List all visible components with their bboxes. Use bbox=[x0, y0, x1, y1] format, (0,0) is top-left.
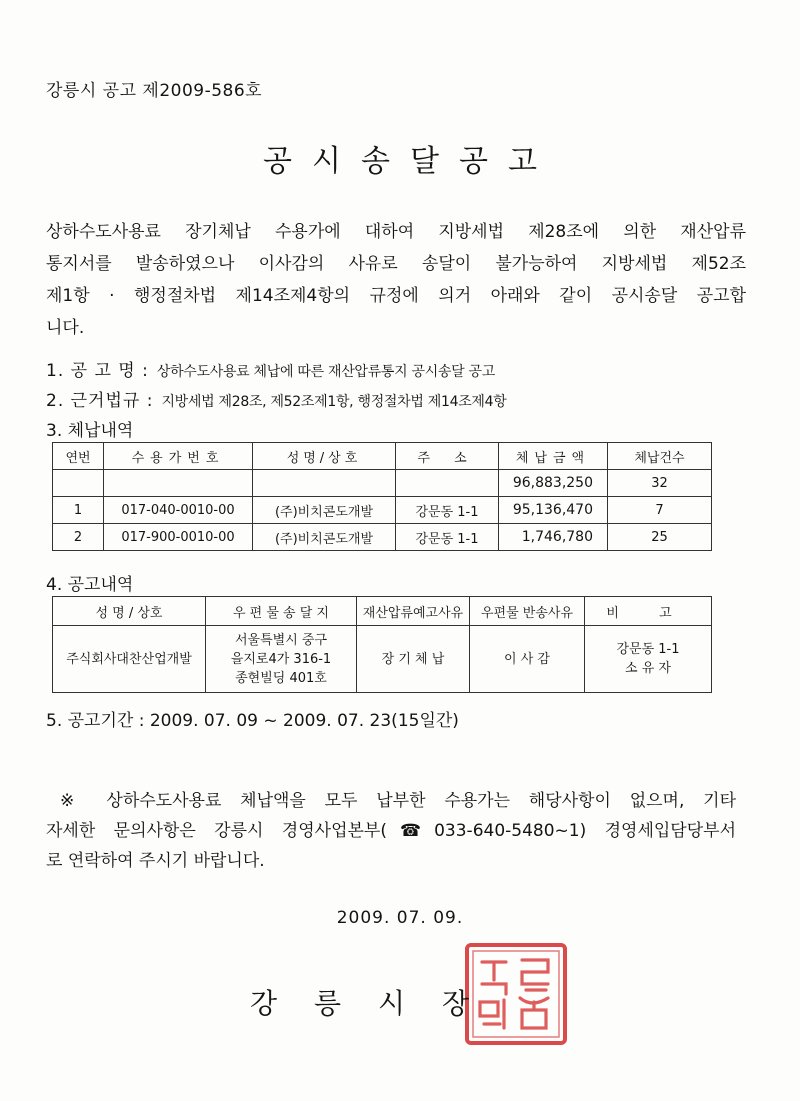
item-notice-name bbox=[46, 356, 495, 381]
remark-line: 강문동 1-1 bbox=[616, 642, 680, 657]
signatory-char: 장 bbox=[442, 987, 470, 1020]
table-cell: 1,746,780 bbox=[499, 524, 608, 551]
note-line: ※ 상하수도사용료 체납액을 모두 납부한 수용가는 해당사항이 없으며, 기타 bbox=[60, 791, 736, 811]
table-row bbox=[53, 524, 712, 551]
intro-line: 제1항 · 행정절차법 제14조제4항의 규정에 의거 아래와 같이 공시송달 공고합 bbox=[46, 286, 746, 306]
table-cell: 95,136,470 bbox=[499, 497, 608, 524]
table-cell bbox=[253, 470, 396, 497]
table-cell: 25 bbox=[608, 524, 712, 551]
table-cell: (주)비치콘도개발 bbox=[253, 497, 396, 524]
table-cell: 장 기 체 납 bbox=[357, 626, 470, 693]
col-header: 우 편 물 송 달 지 bbox=[206, 597, 357, 626]
remark-cell bbox=[585, 626, 712, 693]
notice-number: 강릉시 공고 제2009-586호 bbox=[46, 81, 263, 101]
note-paragraph bbox=[46, 786, 736, 876]
intro-line: 니다. bbox=[46, 318, 85, 338]
notice-period: 5. 공고기간 : 2009. 07. 09 ~ 2009. 07. 23(15일간) bbox=[46, 711, 459, 731]
table-cell: 이 사 감 bbox=[470, 626, 585, 693]
section-arrears-heading: 3. 체납내역 bbox=[46, 421, 134, 441]
col-header: 연번 bbox=[53, 443, 104, 470]
remark-line: 소 유 자 bbox=[625, 661, 671, 676]
section-notice-heading: 4. 공고내역 bbox=[46, 575, 134, 595]
item-legal-basis bbox=[46, 386, 506, 411]
table-row bbox=[53, 497, 712, 524]
notice-table bbox=[52, 596, 712, 693]
table-cell: 017-040-0010-00 bbox=[104, 497, 253, 524]
col-header: 비 고 bbox=[585, 597, 712, 626]
table-cell bbox=[53, 470, 104, 497]
col-header: 체납금액 bbox=[499, 443, 608, 470]
table-row bbox=[53, 626, 712, 693]
address-line: 서울특별시 중구 bbox=[234, 632, 328, 648]
intro-line: 상하수도사용료 장기체납 수용가에 대하여 지방세법 제28조에 의한 재산압류 bbox=[46, 222, 746, 242]
signatory-char: 강 bbox=[250, 987, 278, 1020]
col-header: 재산압류예고사유 bbox=[357, 597, 470, 626]
table-header-row bbox=[53, 597, 712, 626]
col-header: 주 소 bbox=[396, 443, 499, 470]
table-cell: 2 bbox=[53, 524, 104, 551]
table-cell bbox=[396, 470, 499, 497]
col-header: 우편물 반송사유 bbox=[470, 597, 585, 626]
item-label: 1. 공 고 명 : bbox=[46, 361, 149, 381]
item-label: 2. 근거법규 : bbox=[46, 391, 154, 411]
table-header-row bbox=[53, 443, 712, 470]
item-value: 지방세법 제28조, 제52조제1항, 행정절차법 제14조제4항 bbox=[161, 394, 507, 410]
note-line: 자세한 문의사항은 강릉시 경영사업본부(☎033-640-5480~1) 경영세입담당부서 bbox=[46, 821, 736, 841]
item-value: 상하수도사용료 체납에 따른 재산압류통지 공시송달 공고 bbox=[156, 364, 495, 380]
total-count: 32 bbox=[608, 470, 712, 497]
total-amount: 96,883,250 bbox=[499, 470, 608, 497]
table-cell: 017-900-0010-00 bbox=[104, 524, 253, 551]
table-cell: (주)비치콘도개발 bbox=[253, 524, 396, 551]
col-header: 수용가번호 bbox=[104, 443, 253, 470]
table-cell: 강문동 1-1 bbox=[396, 497, 499, 524]
issue-date: 2009. 07. 09. bbox=[336, 908, 464, 928]
intro-paragraph bbox=[46, 216, 746, 344]
table-cell: 강문동 1-1 bbox=[396, 524, 499, 551]
table-row-total bbox=[53, 470, 712, 497]
address-cell bbox=[206, 626, 357, 693]
document-title: 공시송달공고 bbox=[263, 144, 557, 179]
signatory-char: 릉 bbox=[314, 987, 342, 1020]
address-line: 종현빌딩 401호 bbox=[235, 670, 327, 686]
table-cell bbox=[104, 470, 253, 497]
note-line: 로 연락하여 주시기 바랍니다. bbox=[46, 851, 265, 871]
arrears-table bbox=[52, 442, 712, 551]
address-line: 을지로4가 316-1 bbox=[230, 651, 332, 667]
table-cell: 주식회사대찬산업개발 bbox=[53, 626, 206, 693]
col-header: 성 명 / 상호 bbox=[53, 597, 206, 626]
signatory-char: 시 bbox=[378, 987, 406, 1020]
col-header: 성명/상호 bbox=[253, 443, 396, 470]
intro-line: 통지서를 발송하였으나 이사감의 사유로 송달이 불가능하여 지방세법 제52조 bbox=[46, 254, 746, 274]
table-cell: 1 bbox=[53, 497, 104, 524]
signatory bbox=[250, 982, 506, 1022]
table-cell: 7 bbox=[608, 497, 712, 524]
col-header: 체납건수 bbox=[608, 443, 712, 470]
